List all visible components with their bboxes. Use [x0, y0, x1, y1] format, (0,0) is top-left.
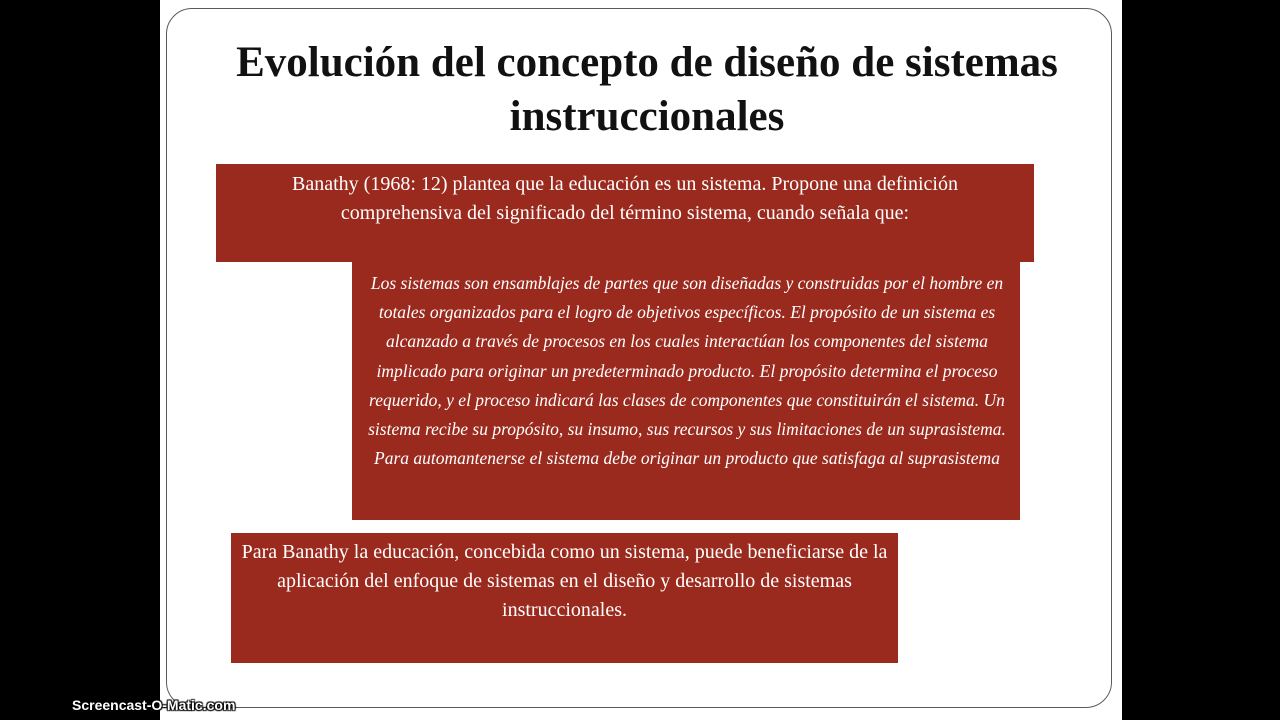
- quote-text-box: Los sistemas son ensamblajes de partes que son diseñadas y construidas por el hombre en totales organizados para el logro de objetivos específicos. El propósito de un sistema es alcanzado a través de procesos en los cuales interactúan los componentes del sistema implicado para originar un predeterminado producto. El propósito determina el proceso requerido, y el proceso indicará las clases de componentes que constituirán el sistema. Un sistema recibe su propósito, su insumo, sus recursos y sus limitaciones de un suprasistema. Para automantenerse el sistema debe originar un producto que satisfaga al suprasistema: [352, 262, 1020, 520]
- intro-text-box: Banathy (1968: 12) plantea que la educación es un sistema. Propone una definición comprehensiva del significado del término sistema, cuando señala que:: [216, 164, 1034, 262]
- presentation-slide: [160, 0, 1122, 720]
- slide-title: Evolución del concepto de diseño de sistemas instruccionales: [236, 39, 1058, 140]
- screencast-watermark: Screencast-O-Matic.com: [72, 697, 236, 713]
- conclusion-text-box: Para Banathy la educación, concebida como un sistema, puede beneficiarse de la aplicación del enfoque de sistemas en el diseño y desarrollo de sistemas instruccionales.: [231, 533, 898, 663]
